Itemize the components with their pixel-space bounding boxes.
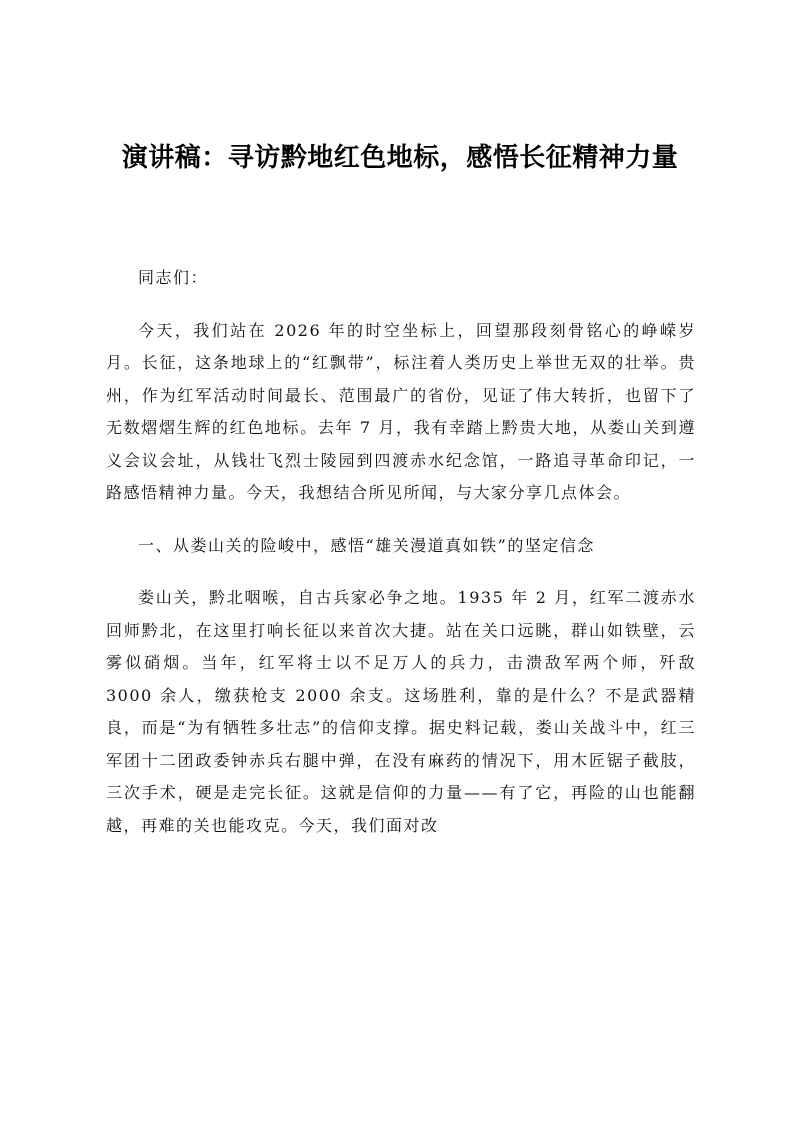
section-1-paragraph: 娄山关，黔北咽喉，自古兵家必争之地。1935 年 2 月，红军二渡赤水回师黔北，在这里打响长征以来首次大捷。站在关口远眺，群山如铁壁，云雾似硝烟。当年，红军将士以不足万人的兵力，击溃敌军两个师，歼敌 3000 余人，缴获枪支 2000 余支。这场胜利，靠的是什么？不是武器精良，而是“为有牺牲多壮志”的信仰支撑。据史料记载，娄山关战斗中，红三军团十二团政委钟赤兵右腿中弹，在没有麻药的情况下，用木匠锯子截肢，三次手术，硬是走完长征。这就是信仰的力量——有了它，再险的山也能翻越，再难的关也能攻克。今天，我们面对改 <box>106 588 696 835</box>
document-title: 演讲稿：寻访黔地红色地标，感悟长征精神力量 <box>121 143 679 173</box>
greeting-paragraph: 同志们： <box>138 268 209 287</box>
document-body <box>106 262 696 862</box>
intro-paragraph: 今天，我们站在 2026 年的时空坐标上，回望那段刻骨铭心的峥嵘岁月。长征，这条地球上的“红飘带”，标注着人类历史上举世无双的壮举。贵州，作为红军活动时间最长、范围最广的省份，见证了伟大转折，也留下了无数熠熠生辉的红色地标。去年 7 月，我有幸踏上黔贵大地，从娄山关到遵义会议会址，从钱壮飞烈士陵园到四渡赤水纪念馆，一路追寻革命印记，一路感悟精神力量。今天，我想结合所见所闻，与大家分享几点体会。 <box>106 320 696 502</box>
section-heading-1: 一、从娄山关的险峻中，感悟“雄关漫道真如铁”的坚定信念 <box>138 535 595 555</box>
